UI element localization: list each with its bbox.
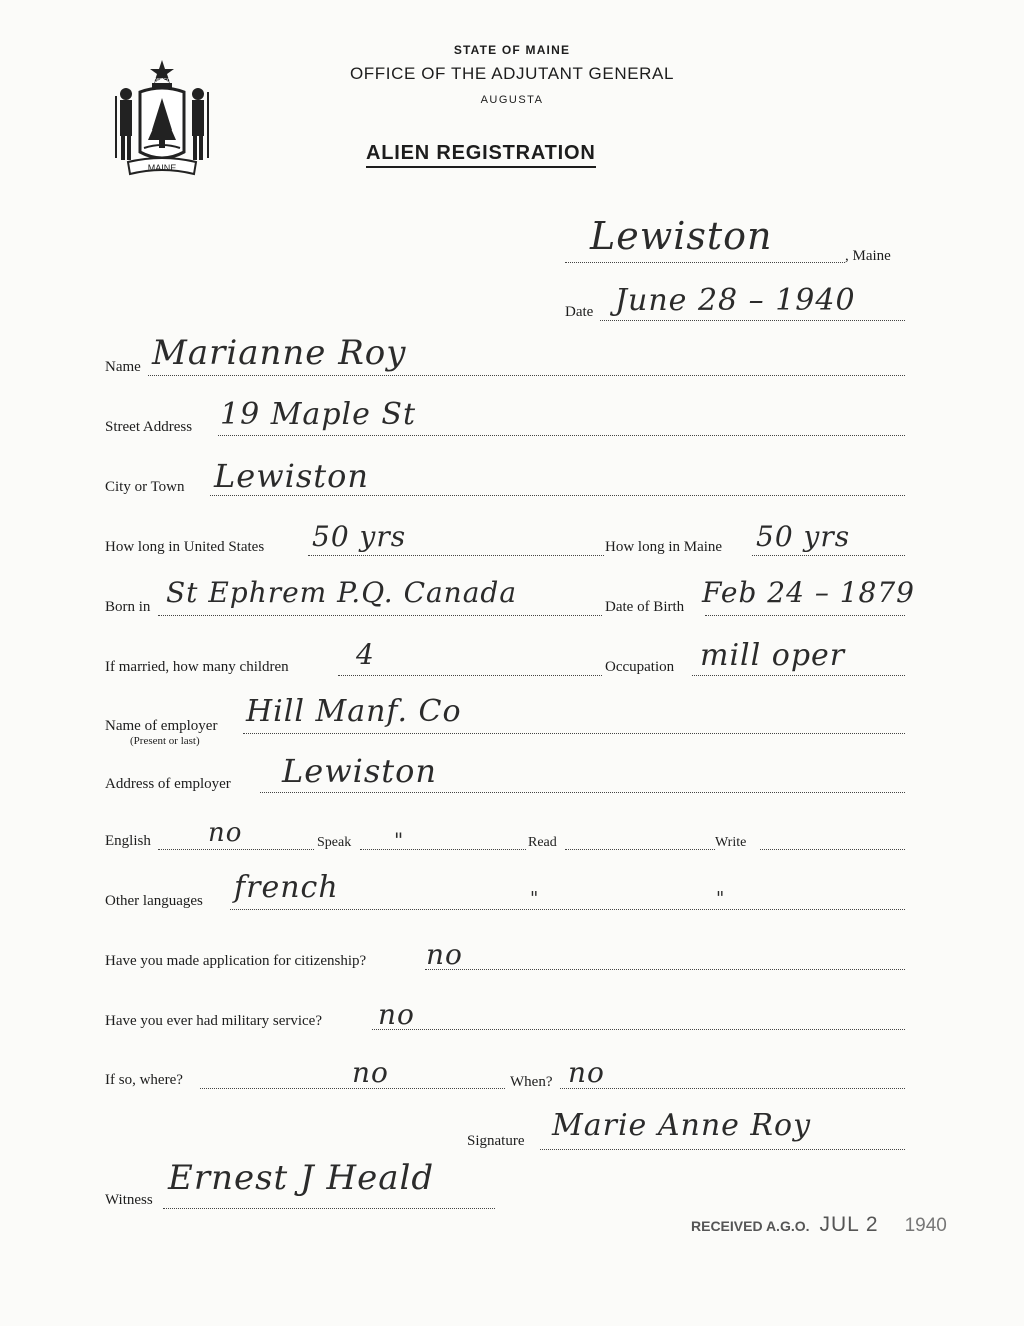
witness-value: Ernest J Heald — [168, 1158, 435, 1198]
write-label: Write — [715, 835, 747, 850]
received-stamp-label: RECEIVED A.G.O. — [691, 1218, 810, 1234]
employer-label: Name of employer — [105, 718, 218, 734]
write-line — [760, 849, 905, 850]
received-stamp — [691, 1213, 947, 1237]
street-value: 19 Maple St — [220, 397, 417, 432]
form-title: ALIEN REGISTRATION — [366, 142, 596, 168]
employer-value: Hill Manf. Co — [246, 694, 462, 729]
name-value: Marianne Roy — [152, 333, 407, 373]
read-label: Read — [528, 835, 557, 850]
state-heading: STATE OF MAINE — [453, 43, 571, 57]
town-suffix-label: , Maine — [845, 248, 891, 264]
other-write-value: " — [716, 888, 726, 909]
date-value: June 28 – 1940 — [615, 283, 856, 318]
signature-value: Marie Anne Roy — [552, 1108, 812, 1143]
read-line — [565, 849, 715, 850]
military-value: no — [378, 998, 415, 1031]
date-line — [600, 320, 905, 321]
dob-label: Date of Birth — [605, 599, 685, 615]
where-value: no — [352, 1056, 389, 1089]
speak-value: " — [394, 828, 405, 852]
military-line — [372, 1029, 905, 1030]
name-line — [148, 375, 905, 376]
children-label: If married, how many children — [105, 659, 289, 675]
how-long-maine-value: 50 yrs — [756, 520, 851, 553]
city-label: City or Town — [105, 479, 185, 495]
witness-line — [163, 1208, 495, 1209]
city-heading: AUGUSTA — [480, 94, 544, 106]
employer-line — [243, 733, 905, 734]
occupation-line — [692, 675, 905, 676]
born-line — [158, 615, 602, 616]
occupation-value: mill oper — [700, 638, 846, 673]
citizenship-value: no — [426, 938, 463, 971]
how-long-maine-label: How long in Maine — [605, 539, 723, 555]
received-stamp-date: JUL 2 — [819, 1213, 879, 1236]
signature-label: Signature — [467, 1133, 525, 1149]
other-languages-line — [230, 909, 905, 910]
how-long-maine-line — [752, 555, 905, 556]
town-line — [565, 262, 845, 263]
seal-motto-text: DIRIGO — [153, 78, 171, 84]
how-long-us-label: How long in United States — [105, 539, 265, 555]
street-line — [218, 435, 905, 436]
town-value: Lewiston — [590, 214, 773, 258]
children-value: 4 — [356, 638, 375, 671]
city-line — [210, 495, 905, 496]
military-label: Have you ever had military service? — [105, 1013, 322, 1029]
citizenship-label: Have you made application for citizenship? — [105, 953, 367, 969]
employer-address-label: Address of employer — [105, 776, 231, 792]
where-label: If so, where? — [105, 1072, 183, 1088]
english-line — [158, 849, 314, 850]
seal-banner-text: MAINE — [147, 163, 177, 173]
dob-line — [705, 615, 905, 616]
other-languages-label: Other languages — [105, 893, 203, 909]
street-label: Street Address — [105, 419, 193, 435]
when-value: no — [568, 1056, 605, 1089]
children-line — [338, 675, 602, 676]
date-label: Date — [565, 304, 594, 320]
born-value: St Ephrem P.Q. Canada — [166, 576, 518, 609]
english-label: English — [105, 833, 151, 849]
dob-value: Feb 24 – 1879 — [702, 576, 915, 609]
how-long-us-value: 50 yrs — [312, 520, 407, 553]
name-label: Name — [105, 359, 141, 375]
witness-label: Witness — [105, 1192, 153, 1208]
office-heading: OFFICE OF THE ADJUTANT GENERAL — [349, 64, 675, 83]
city-value: Lewiston — [214, 457, 369, 495]
when-line — [560, 1088, 905, 1089]
employer-address-line — [260, 792, 905, 793]
how-long-us-line — [308, 555, 604, 556]
employer-sublabel: (Present or last) — [130, 735, 200, 747]
english-value: no — [208, 818, 243, 848]
speak-line — [360, 849, 526, 850]
speak-label: Speak — [317, 835, 352, 850]
other-read-value: " — [530, 888, 540, 909]
born-label: Born in — [105, 599, 151, 615]
employer-address-value: Lewiston — [282, 752, 437, 790]
other-languages-value: french — [234, 870, 339, 905]
citizenship-line — [425, 969, 905, 970]
occupation-label: Occupation — [605, 659, 675, 675]
received-stamp-year: 1940 — [904, 1215, 947, 1236]
when-label: When? — [510, 1074, 553, 1090]
signature-line — [540, 1149, 905, 1150]
